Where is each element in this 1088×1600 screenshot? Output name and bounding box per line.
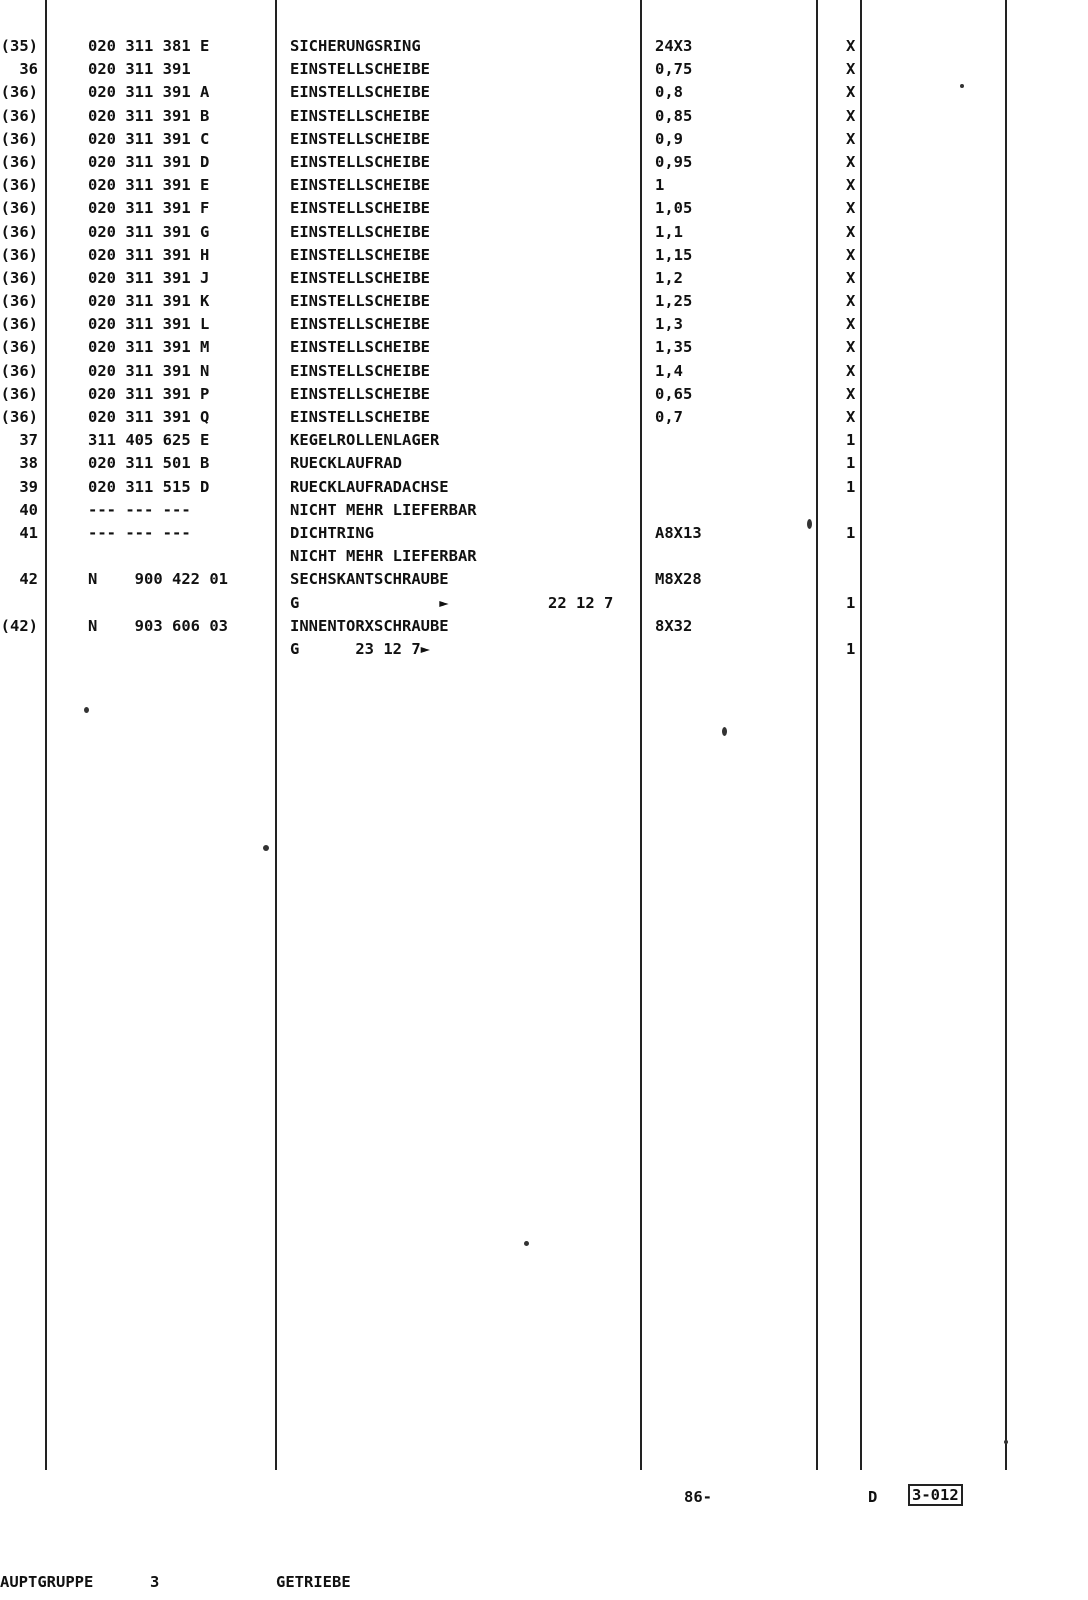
- cell-desc: EINSTELLSCHEIBE: [290, 83, 430, 102]
- cell-pos: (35): [0, 37, 38, 55]
- cell-desc: EINSTELLSCHEIBE: [290, 199, 430, 218]
- cell-mark: X: [846, 199, 856, 218]
- cell-part: 020 311 391 A: [88, 83, 210, 102]
- cell-part: 020 311 391 L: [88, 315, 210, 334]
- cell-pos: (36): [0, 338, 38, 357]
- cell-spec: 0,95: [655, 152, 693, 171]
- table-row: [0, 499, 1088, 522]
- cell-part: 020 311 391 N: [88, 361, 210, 380]
- cell-part: 020 311 391 M: [88, 338, 210, 357]
- cell-pos: (36): [0, 361, 38, 380]
- cell-spec: 0,65: [655, 384, 693, 403]
- cell-spec: 1,2: [655, 268, 683, 287]
- cell-spec: A8X13: [655, 523, 702, 542]
- cell-mark: 1: [846, 431, 856, 450]
- cell-mark: X: [846, 152, 856, 171]
- scan-speck: [722, 727, 727, 736]
- cell-spec: 0,8: [655, 83, 683, 102]
- cell-desc: EINSTELLSCHEIBE: [290, 106, 430, 125]
- cell-mark: X: [846, 129, 856, 148]
- cell-mark: 1: [846, 593, 856, 612]
- cell-part: 020 311 391 E: [88, 176, 210, 195]
- cell-pos: (36): [0, 199, 38, 218]
- cell-desc: NICHT MEHR LIEFERBAR: [290, 547, 477, 566]
- table-row: [0, 360, 1088, 383]
- cell-mark: X: [846, 245, 856, 264]
- table-row: [0, 406, 1088, 429]
- cell-mark: X: [846, 222, 856, 241]
- cell-pos: 38: [19, 454, 38, 473]
- scan-speck: [84, 707, 89, 713]
- scan-speck: [524, 1241, 529, 1246]
- table-row: [0, 197, 1088, 220]
- cell-desc: SECHSKANTSCHRAUBE: [290, 570, 449, 589]
- cell-part: 020 311 391 H: [88, 245, 210, 264]
- cell-part: --- --- ---: [88, 523, 191, 542]
- cell-spec: 24X3: [655, 37, 693, 55]
- cell-part: 020 311 501 B: [88, 454, 210, 473]
- group-name: GETRIEBE: [276, 1573, 351, 1591]
- cell-desc: DICHTRING: [290, 523, 374, 542]
- cell-pos: (36): [0, 268, 38, 287]
- cell-spec: 0,9: [655, 129, 683, 148]
- cell-desc: EINSTELLSCHEIBE: [290, 315, 430, 334]
- cell-mark: X: [846, 106, 856, 125]
- cell-desc: EINSTELLSCHEIBE: [290, 129, 430, 148]
- table-row: [0, 35, 1088, 58]
- cell-part: 020 311 391 G: [88, 222, 210, 241]
- table-row: [0, 476, 1088, 499]
- cell-part: 020 311 391 B: [88, 106, 210, 125]
- cell-pos: 36: [19, 60, 38, 79]
- scan-speck: [960, 84, 964, 88]
- cell-desc: EINSTELLSCHEIBE: [290, 222, 430, 241]
- table-row: [0, 267, 1088, 290]
- cell-part: 020 311 391 D: [88, 152, 210, 171]
- cell-spec: 1,05: [655, 199, 693, 218]
- cell-mark: 1: [846, 523, 856, 542]
- scan-speck: [807, 519, 812, 529]
- cell-mark: X: [846, 176, 856, 195]
- cell-part: N 903 606 03: [88, 616, 228, 635]
- cell-spec: 1,4: [655, 361, 683, 380]
- cell-pos: (36): [0, 83, 38, 102]
- cell-part: N 900 422 01: [88, 570, 228, 589]
- cell-pos: 40: [19, 500, 38, 519]
- cell-part: 020 311 391 Q: [88, 408, 210, 426]
- table-row: [0, 545, 1088, 568]
- table-row: [0, 81, 1088, 104]
- page-number: 86-: [684, 1488, 712, 1506]
- table-row: [0, 105, 1088, 128]
- table-row: [0, 174, 1088, 197]
- cell-part: 020 311 381 E: [88, 37, 210, 55]
- cell-mark: X: [846, 60, 856, 79]
- cell-desc: RUECKLAUFRAD: [290, 454, 402, 473]
- cell-desc: EINSTELLSCHEIBE: [290, 245, 430, 264]
- cell-spec: 1,25: [655, 292, 693, 311]
- cell-pos: (36): [0, 129, 38, 148]
- table-row: [0, 383, 1088, 406]
- cell-pos: (36): [0, 106, 38, 125]
- cell-mark: X: [846, 83, 856, 102]
- scan-speck: [1004, 1440, 1008, 1444]
- cell-spec: 1: [655, 176, 665, 195]
- cell-spec: 1,35: [655, 338, 693, 357]
- cell-mark: X: [846, 315, 856, 334]
- table-row: [0, 592, 1088, 615]
- group-label: AUPTGRUPPE: [0, 1573, 94, 1591]
- parts-list: [0, 35, 1088, 661]
- table-row: [0, 58, 1088, 81]
- cell-pos: (36): [0, 245, 38, 264]
- cell-desc: EINSTELLSCHEIBE: [290, 152, 430, 171]
- cell-mark: X: [846, 292, 856, 311]
- cell-desc: G 23 12 7►: [290, 639, 430, 658]
- cell-pos: 37: [19, 431, 38, 450]
- cell-desc: KEGELROLLENLAGER: [290, 431, 440, 450]
- page-reference: 3-012: [908, 1484, 963, 1506]
- cell-spec: M8X28: [655, 570, 702, 589]
- cell-mark: X: [846, 384, 856, 403]
- cell-mark: X: [846, 37, 856, 55]
- group-number: 3: [150, 1573, 160, 1591]
- cell-pos: (42): [0, 616, 38, 635]
- cell-spec: 8X32: [655, 616, 693, 635]
- cell-pos: (36): [0, 408, 38, 426]
- cell-part: 020 311 391 P: [88, 384, 210, 403]
- cell-desc: EINSTELLSCHEIBE: [290, 176, 430, 195]
- cell-desc: NICHT MEHR LIEFERBAR: [290, 500, 477, 519]
- cell-pos: (36): [0, 315, 38, 334]
- cell-mark: 1: [846, 477, 856, 496]
- cell-pos: 42: [19, 570, 38, 589]
- cell-desc: EINSTELLSCHEIBE: [290, 361, 430, 380]
- cell-desc: INNENTORXSCHRAUBE: [290, 616, 449, 635]
- table-row: [0, 615, 1088, 638]
- cell-desc: EINSTELLSCHEIBE: [290, 384, 430, 403]
- table-row: [0, 128, 1088, 151]
- table-row: [0, 221, 1088, 244]
- cell-spec: 1,15: [655, 245, 693, 264]
- cell-spec: 0,7: [655, 408, 683, 426]
- cell-spec: 0,75: [655, 60, 693, 79]
- cell-desc: G ►: [290, 593, 449, 612]
- table-row: [0, 336, 1088, 359]
- cell-mark: X: [846, 408, 856, 426]
- cell-part: 020 311 391 F: [88, 199, 210, 218]
- table-row: [0, 244, 1088, 267]
- cell-desc: EINSTELLSCHEIBE: [290, 338, 430, 357]
- cell-pos: (36): [0, 384, 38, 403]
- cell-mark: X: [846, 361, 856, 380]
- cell-mark: 1: [846, 639, 856, 658]
- cell-mark: X: [846, 338, 856, 357]
- cell-extra: 22 12 7: [548, 593, 614, 612]
- cell-pos: (36): [0, 176, 38, 195]
- cell-part: --- --- ---: [88, 500, 191, 519]
- language-code: D: [868, 1488, 878, 1506]
- cell-part: 020 311 391 J: [88, 268, 210, 287]
- cell-part: 020 311 391 C: [88, 129, 210, 148]
- table-row: [0, 522, 1088, 545]
- table-row: [0, 452, 1088, 475]
- cell-desc: EINSTELLSCHEIBE: [290, 60, 430, 79]
- cell-mark: X: [846, 268, 856, 287]
- cell-desc: EINSTELLSCHEIBE: [290, 408, 430, 426]
- cell-desc: EINSTELLSCHEIBE: [290, 268, 430, 287]
- table-row: [0, 638, 1088, 661]
- scan-speck: [263, 845, 269, 851]
- table-row: [0, 151, 1088, 174]
- cell-desc: RUECKLAUFRADACHSE: [290, 477, 449, 496]
- table-row: [0, 429, 1088, 452]
- cell-pos: 41: [19, 523, 38, 542]
- table-row: [0, 290, 1088, 313]
- cell-spec: 0,85: [655, 106, 693, 125]
- cell-part: 020 311 391 K: [88, 292, 210, 311]
- cell-part: 020 311 515 D: [88, 477, 210, 496]
- cell-pos: 39: [19, 477, 38, 496]
- cell-mark: 1: [846, 454, 856, 473]
- cell-pos: (36): [0, 292, 38, 311]
- cell-pos: (36): [0, 152, 38, 171]
- cell-pos: (36): [0, 222, 38, 241]
- table-row: [0, 313, 1088, 336]
- cell-part: 311 405 625 E: [88, 431, 210, 450]
- cell-part: 020 311 391: [88, 60, 191, 79]
- cell-spec: 1,1: [655, 222, 683, 241]
- table-row: [0, 568, 1088, 591]
- cell-desc: EINSTELLSCHEIBE: [290, 292, 430, 311]
- cell-spec: 1,3: [655, 315, 683, 334]
- cell-desc: SICHERUNGSRING: [290, 37, 421, 55]
